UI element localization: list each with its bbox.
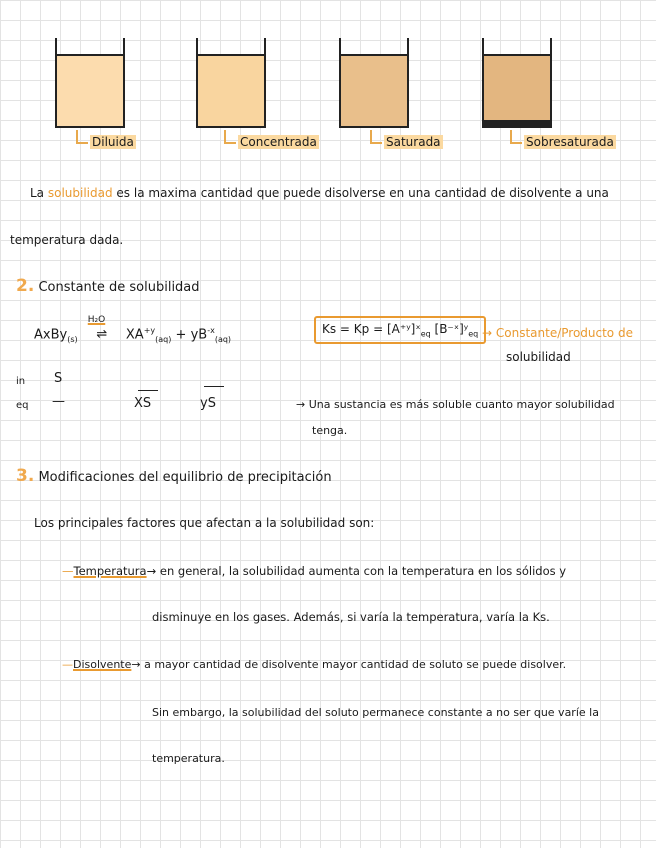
highlight-solubilidad: solubilidad: [47, 186, 113, 200]
solution-liquid: [57, 54, 123, 126]
solution-liquid: [341, 54, 407, 126]
ks-label: → Constante/Producto de: [482, 326, 633, 340]
factor-disolvente-line3: temperatura.: [152, 752, 225, 765]
eq-xs: XS: [134, 396, 152, 411]
factors-intro: Los principales factores que afectan a la solubilidad son:: [34, 516, 375, 530]
solution-liquid: [198, 54, 264, 126]
beaker-sobresaturada: [482, 38, 552, 128]
in-dash-a: [138, 376, 158, 395]
factor-name: Temperatura: [73, 564, 147, 578]
label-diluida: Diluida: [76, 130, 136, 149]
factor-temperatura: —Temperatura→ en general, la solubilidad aumenta con la temperatura en los sólidos y: [62, 564, 567, 578]
factor-disolvente-line2: Sin embargo, la solubilidad del soluto permanece constante a no ser que varíe la: [152, 706, 599, 719]
definition-line2: temperatura dada.: [10, 233, 124, 247]
beaker-diluida: [55, 38, 125, 128]
ks-formula-box: Ks = Kp = [A⁺ʸ]ˣ$_{eq}$ [B⁻ˣ]ʸ$_{eq}$: [314, 316, 486, 344]
section-3-heading: 3. Modificaciones del equilibrio de precipitación: [16, 466, 332, 486]
equilibrium-arrow-icon: H₂O ⇌: [87, 315, 108, 343]
note-line2: tenga.: [312, 424, 348, 437]
solution-liquid: [484, 54, 550, 126]
definition-line1: La solubilidad es la maxima cantidad que puede disolverse en una cantidad de disolvente a una: [30, 186, 609, 200]
factor-disolvente: —Disolvente→ a mayor cantidad de disolvente mayor cantidad de soluto se puede disolver.: [62, 658, 567, 671]
arrow-icon: [370, 130, 382, 144]
row-eq-label: eq: [16, 400, 29, 411]
label-concentrada: Concentrada: [224, 130, 319, 149]
sediment: [484, 120, 550, 126]
dissolution-equation: AxBy$_{(s)}$ H₂O ⇌ $XA^{+y}_{(aq)} + yB^{-x}_{(aq)}$: [34, 315, 232, 344]
arrow-icon: [76, 130, 88, 144]
arrow-icon: [224, 130, 236, 144]
label-sobresaturada: Sobresaturada: [510, 130, 616, 149]
label-saturada: Saturada: [370, 130, 443, 149]
eq-ys: yS: [200, 396, 216, 411]
note-line1: → Una sustancia es más soluble cuanto mayor solubilidad: [296, 398, 615, 411]
beaker-saturada: [339, 38, 409, 128]
section-2-heading: 2. Constante de solubilidad: [16, 276, 200, 296]
beaker-concentrada: [196, 38, 266, 128]
row-in-label: in: [16, 376, 26, 387]
arrow-icon: [510, 130, 522, 144]
in-dash-b: [204, 372, 224, 391]
in-s: S: [54, 371, 63, 386]
ks-label-line2: solubilidad: [506, 350, 571, 364]
factor-temperatura-line2: disminuye en los gases. Además, si varía la temperatura, varía la Ks.: [152, 610, 550, 624]
factor-name: Disolvente: [73, 658, 132, 671]
eq-dash: —: [52, 394, 65, 409]
